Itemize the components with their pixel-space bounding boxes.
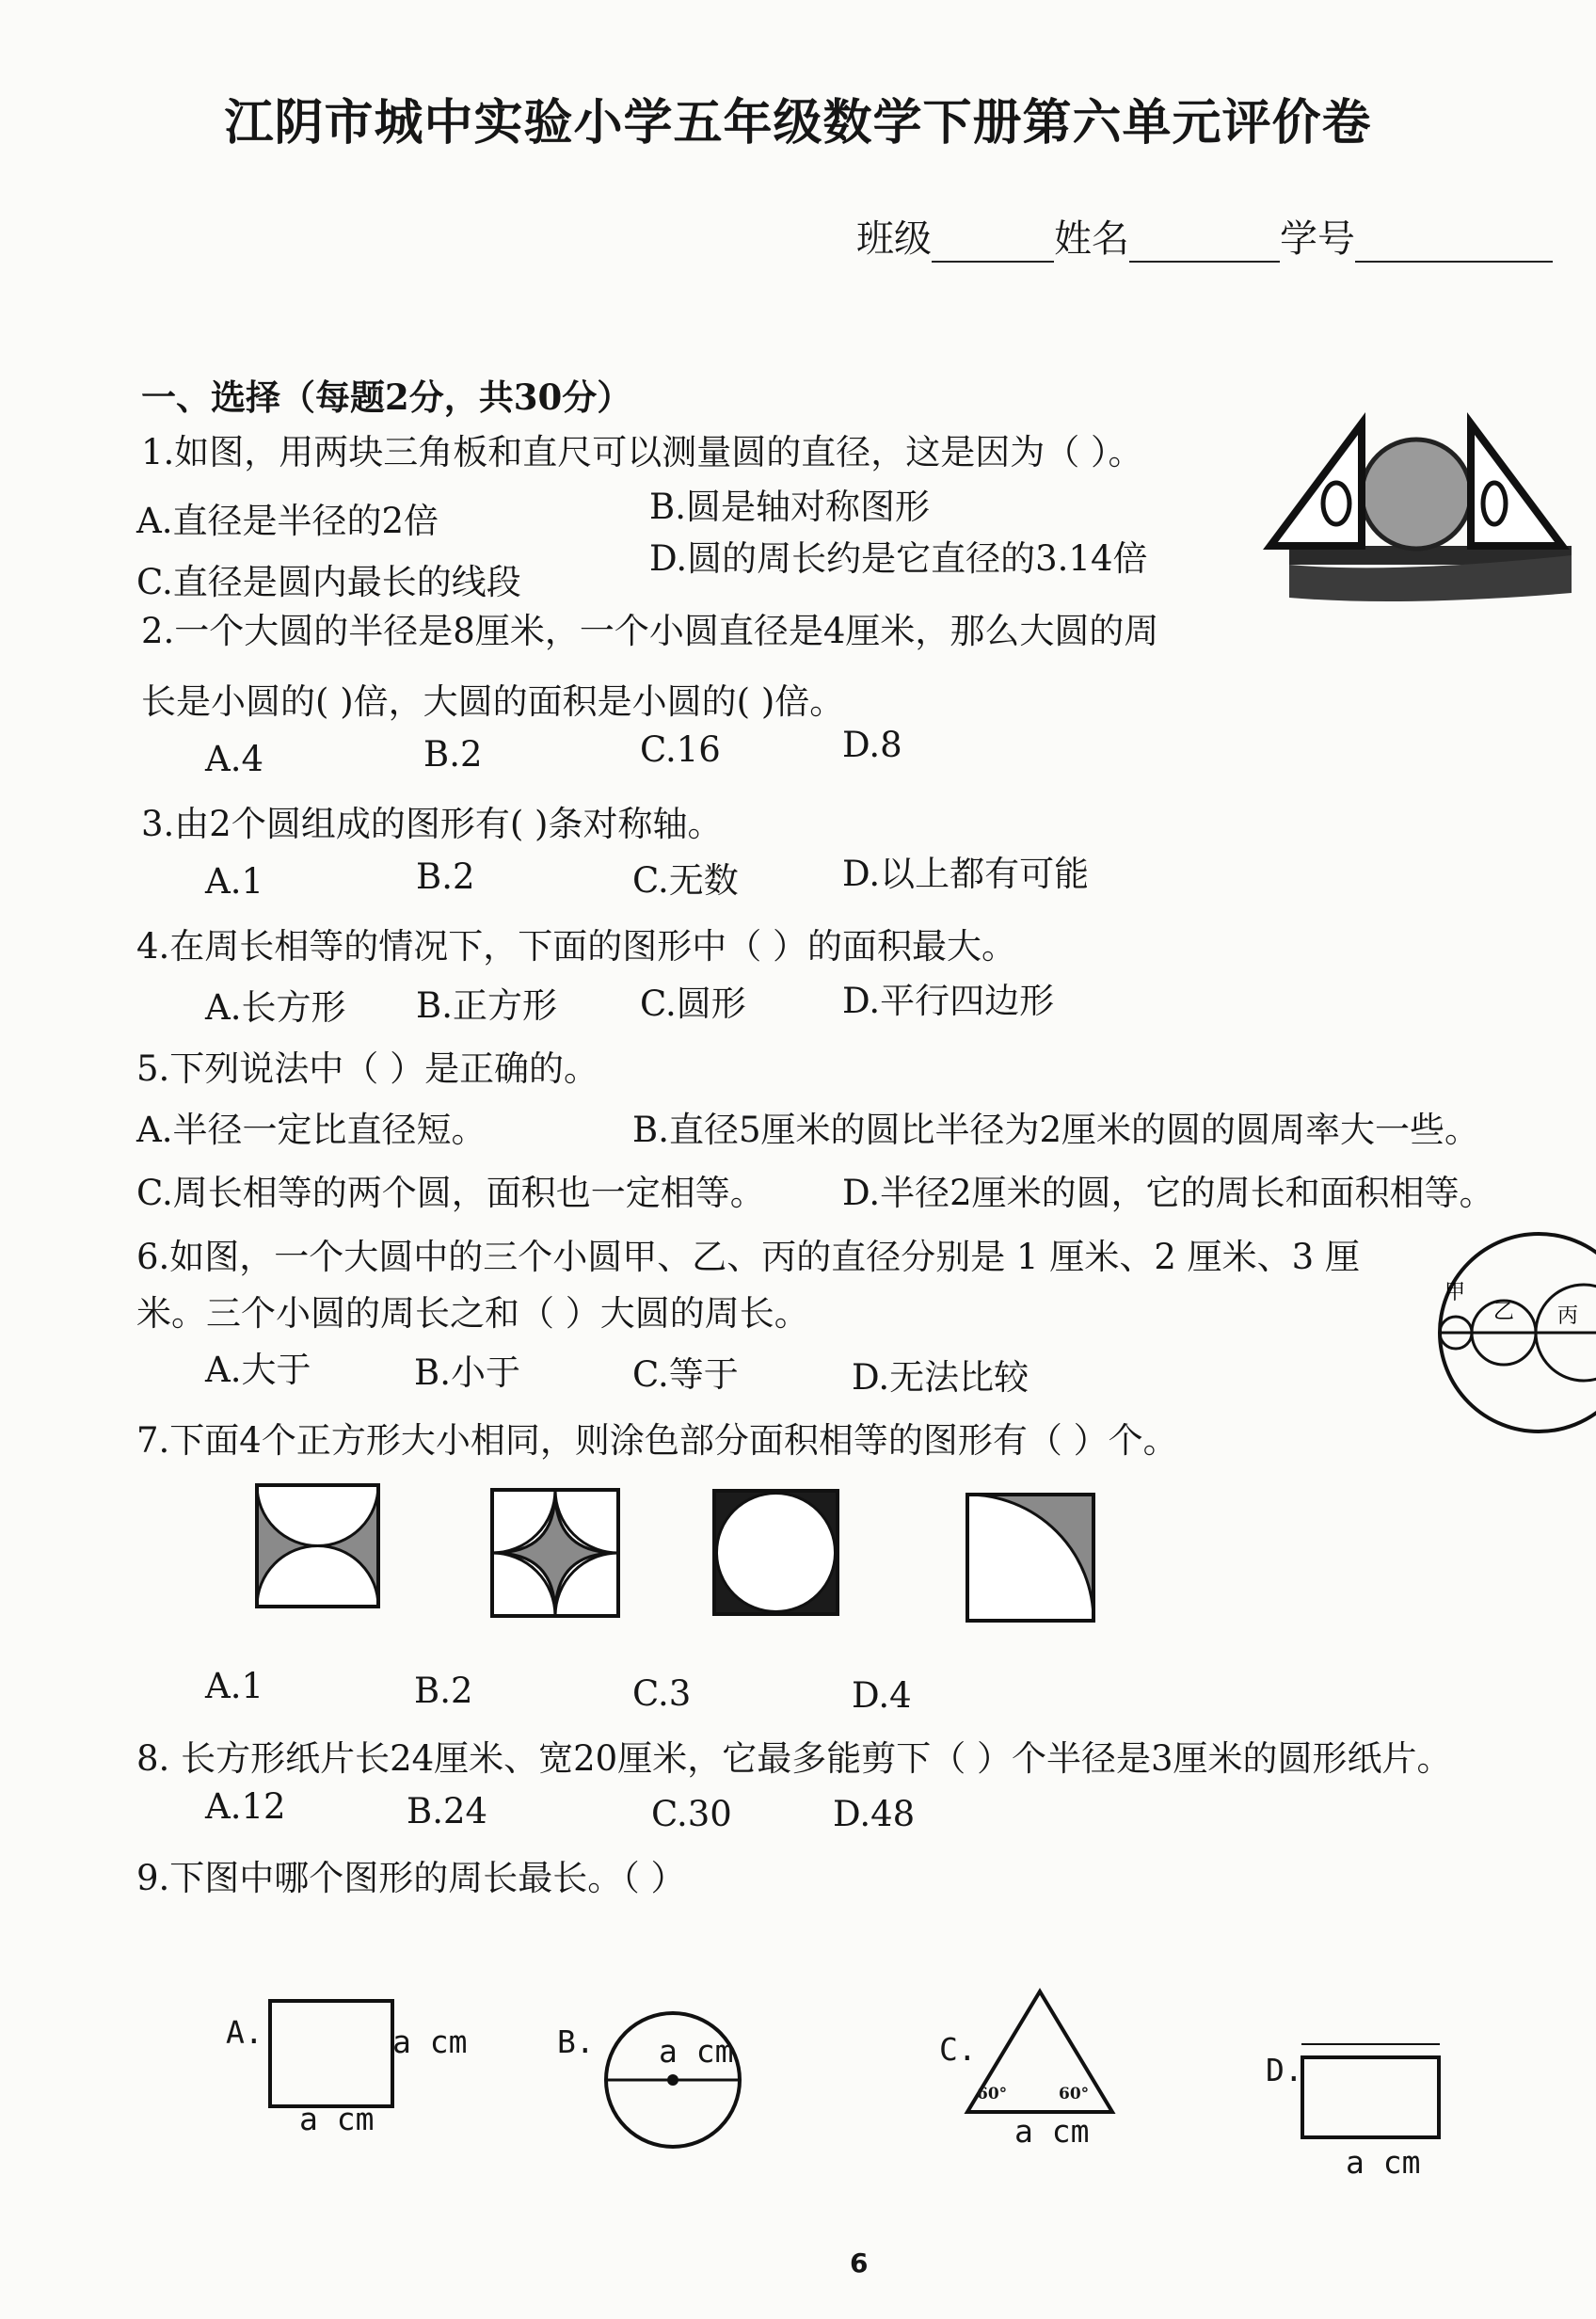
q9-figure-a-letter: A. xyxy=(226,2014,263,2051)
student-info xyxy=(856,209,1553,263)
section-heading: 一、选择（每题2分，共30分） xyxy=(141,376,632,418)
q7-option-c[interactable]: C.3 xyxy=(632,1673,692,1714)
q1-option-c[interactable]: C.直径是圆内最长的线段 xyxy=(136,562,521,602)
q1-stem: 1.如图，用两块三角板和直尺可以测量圆的直径，这是因为（ ）。 xyxy=(141,432,1143,472)
q1-option-b[interactable]: B.圆是轴对称图形 xyxy=(649,487,930,527)
q2-option-d[interactable]: D.8 xyxy=(842,725,902,765)
q2-option-c[interactable]: C.16 xyxy=(640,729,721,770)
q7-figure-1 xyxy=(254,1482,381,1609)
q4-option-b[interactable]: B.正方形 xyxy=(416,985,557,1026)
q7-figure-3 xyxy=(712,1489,839,1616)
q9-figure-d-letter: D. xyxy=(1266,2052,1303,2088)
q7-option-b[interactable]: B.2 xyxy=(414,1671,473,1711)
q8-option-a[interactable]: A.12 xyxy=(205,1786,286,1827)
name-label: 姓名 xyxy=(1054,217,1129,261)
q8-option-b[interactable]: B.24 xyxy=(407,1791,488,1831)
q3-option-b[interactable]: B.2 xyxy=(416,856,475,897)
q8-option-d[interactable]: D.48 xyxy=(833,1794,916,1834)
ball-circle xyxy=(1362,440,1471,549)
q5-option-d[interactable]: D.半径2厘米的圆，它的周长和面积相等。 xyxy=(842,1173,1494,1213)
q1-option-d[interactable]: D.圆的周长约是它直径的3.14倍 xyxy=(649,538,1148,579)
q1-figure xyxy=(1261,405,1572,607)
q9-figure-c-bottom-label: a cm xyxy=(1014,2113,1090,2150)
q7-figure-2 xyxy=(489,1487,621,1619)
class-label: 班级 xyxy=(856,217,932,261)
q7-option-a[interactable]: A.1 xyxy=(205,1666,264,1706)
q9-figure-a-bottom-label: a cm xyxy=(299,2101,375,2137)
q9-figure-c-letter: C. xyxy=(939,2031,977,2068)
name-blank[interactable] xyxy=(1129,225,1280,263)
triangle-right xyxy=(1471,424,1562,546)
q6-figure xyxy=(1426,1231,1596,1440)
q4-option-c[interactable]: C.圆形 xyxy=(640,984,746,1024)
q5-option-b[interactable]: B.直径5厘米的圆比半径为2厘米的圆的圆周率大一些。 xyxy=(632,1110,1480,1150)
q3-option-d[interactable]: D.以上都有可能 xyxy=(842,854,1090,894)
q8-option-c[interactable]: C.30 xyxy=(651,1794,732,1834)
q9-figure-a-side-label: a cm xyxy=(392,2023,468,2060)
q6-option-c[interactable]: C.等于 xyxy=(632,1354,739,1395)
label-yi: 乙 xyxy=(1493,1301,1515,1324)
q9-figure-b-label: a cm xyxy=(659,2033,734,2070)
q9-figure-d-bottom-label: a cm xyxy=(1346,2144,1421,2181)
q6-stem-line2: 米。三个小圆的周长之和（ ）大圆的周长。 xyxy=(136,1293,809,1334)
q7-stem: 7.下面4个正方形大小相同，则涂色部分面积相等的图形有（ ）个。 xyxy=(136,1420,1178,1461)
q9-figure-b-circle[interactable] xyxy=(602,2009,743,2151)
q5-option-a[interactable]: A.半径一定比直径短。 xyxy=(136,1110,487,1150)
q6-option-a[interactable]: A.大于 xyxy=(205,1350,311,1390)
q9-figure-c-angle-left: 60° xyxy=(977,2085,1008,2103)
q2-option-a[interactable]: A.4 xyxy=(205,739,264,779)
q3-stem: 3.由2个圆组成的图形有( )条对称轴。 xyxy=(141,804,723,844)
q9-figure-c-angle-right: 60° xyxy=(1059,2085,1090,2103)
q9-figure-a-square[interactable] xyxy=(267,1998,395,2111)
number-label: 学号 xyxy=(1280,217,1355,261)
class-blank[interactable] xyxy=(932,225,1054,263)
q9-figure-b-letter: B. xyxy=(557,2023,595,2060)
page-number: 6 xyxy=(850,2247,869,2279)
q7-figure-4 xyxy=(965,1492,1096,1623)
q7-option-d[interactable]: D.4 xyxy=(852,1675,912,1716)
q6-option-d[interactable]: D.无法比较 xyxy=(852,1357,1029,1398)
triangle-left xyxy=(1270,424,1362,546)
q4-option-d[interactable]: D.平行四边形 xyxy=(842,981,1055,1021)
q4-option-a[interactable]: A.长方形 xyxy=(205,987,346,1028)
number-blank[interactable] xyxy=(1355,225,1553,263)
label-bing: 丙 xyxy=(1557,1304,1579,1328)
label-jia: 甲 xyxy=(1444,1281,1466,1304)
q3-option-a[interactable]: A.1 xyxy=(205,861,264,902)
q2-stem-line2: 长是小圆的( )倍，大圆的面积是小圆的( )倍。 xyxy=(141,681,845,722)
q5-option-c[interactable]: C.周长相等的两个圆，面积也一定相等。 xyxy=(136,1173,765,1213)
q4-stem: 4.在周长相等的情况下，下面的图形中（ ）的面积最大。 xyxy=(136,926,1017,967)
q2-option-b[interactable]: B.2 xyxy=(423,734,483,775)
q6-option-b[interactable]: B.小于 xyxy=(414,1352,520,1393)
q3-option-c[interactable]: C.无数 xyxy=(632,860,739,901)
q9-stem: 9.下图中哪个图形的周长最长。（ ） xyxy=(136,1858,686,1898)
q1-option-a[interactable]: A.直径是半径的2倍 xyxy=(136,501,439,541)
q8-stem: 8. 长方形纸片长24厘米、宽20厘米，它最多能剪下（ ）个半径是3厘米的圆形纸片。 xyxy=(136,1738,1452,1779)
page-title: 江阴市城中实验小学五年级数学下册第六单元评价卷 xyxy=(224,94,1372,152)
q9-figure-d-rectangle[interactable] xyxy=(1294,2040,1444,2144)
q6-stem-line1: 6.如图，一个大圆中的三个小圆甲、乙、丙的直径分别是 1 厘米、2 厘米、3 厘 xyxy=(136,1237,1360,1277)
q2-stem-line1: 2.一个大圆的半径是8厘米，一个小圆直径是4厘米，那么大圆的周 xyxy=(141,611,1159,651)
q5-stem: 5.下列说法中（ ）是正确的。 xyxy=(136,1048,599,1089)
